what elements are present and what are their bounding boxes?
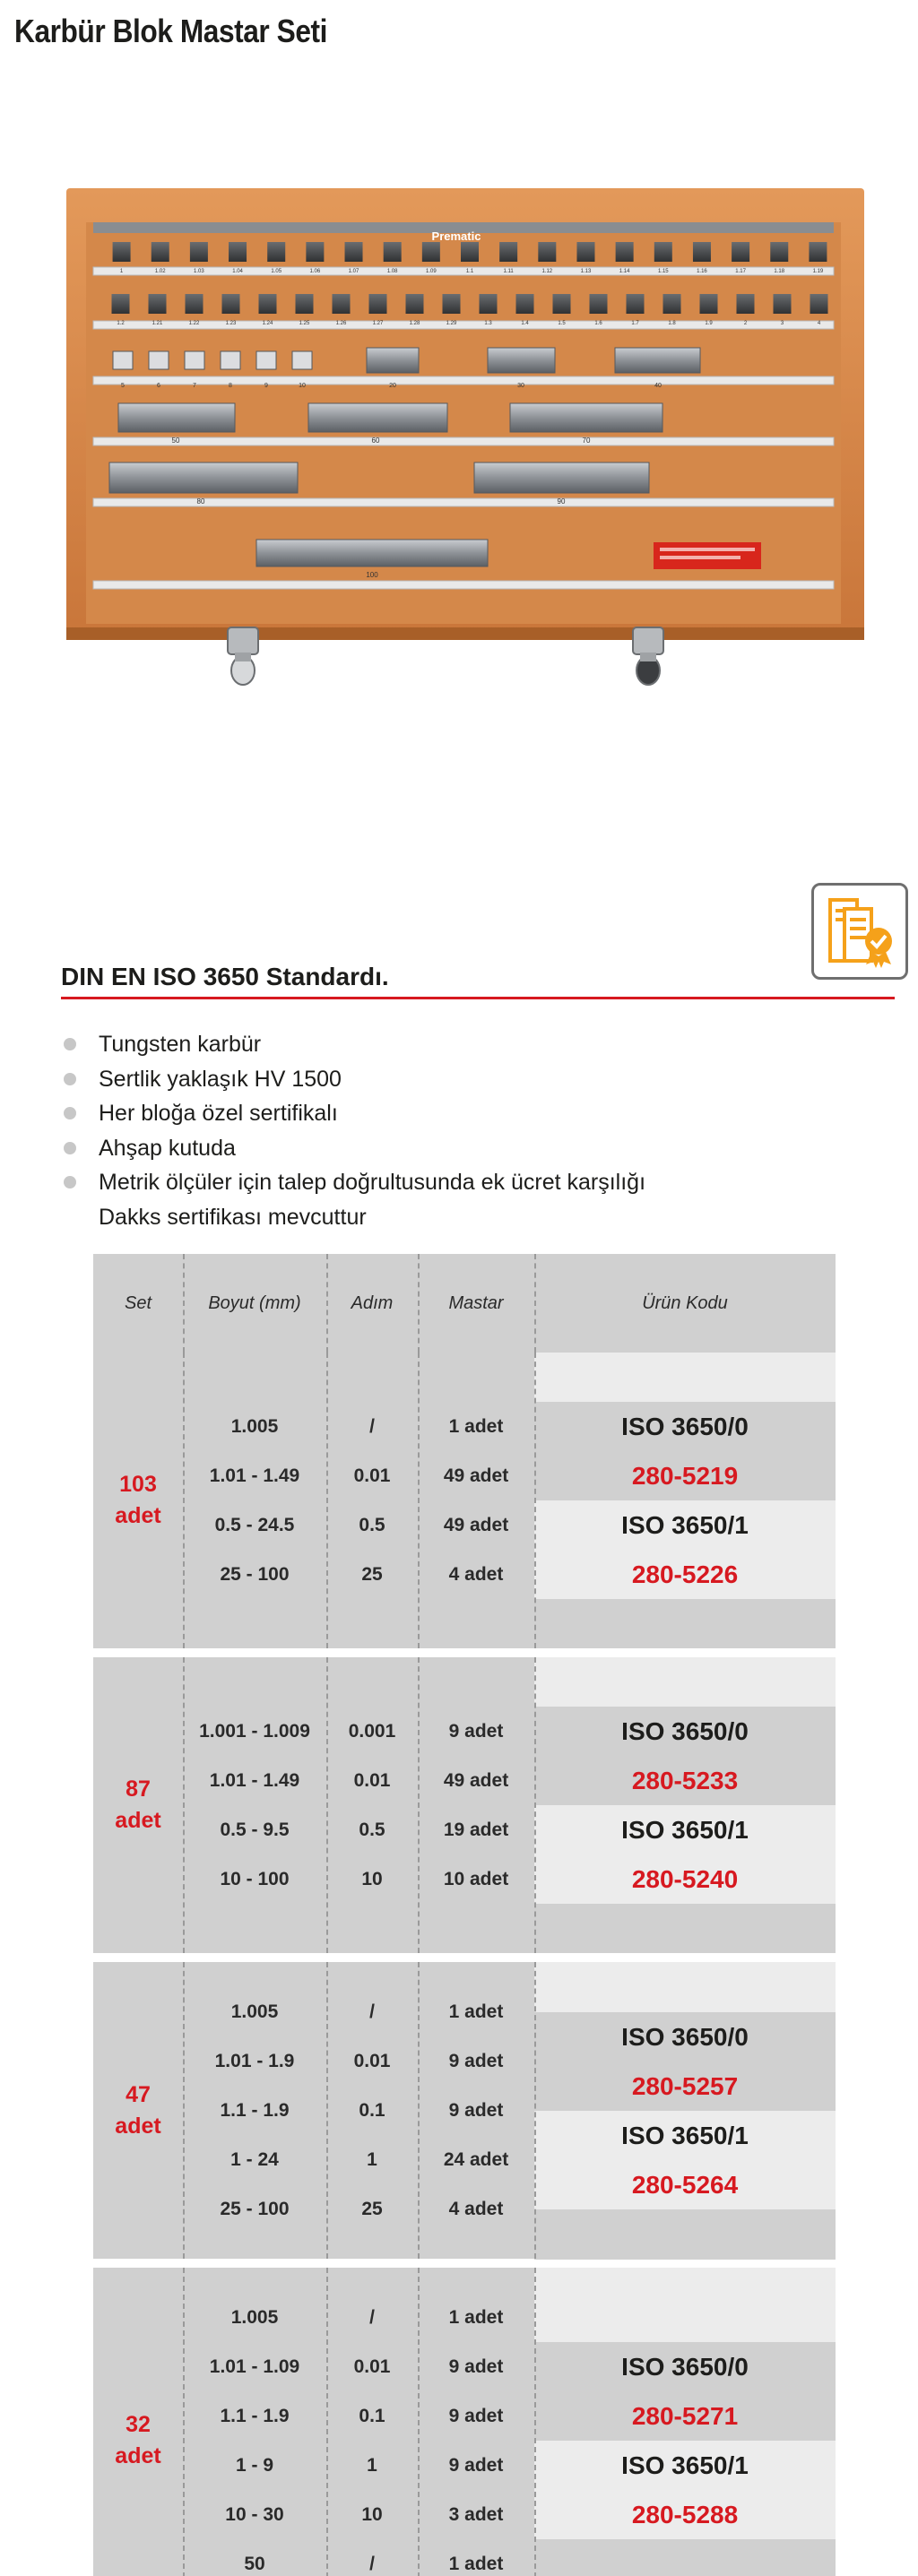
code-spacer [534, 1599, 836, 1648]
gauge-block [422, 242, 440, 262]
gauge-block-label: 1.7 [631, 321, 639, 326]
gauge-block [510, 403, 663, 432]
case-bottom-edge [66, 627, 864, 640]
cell-adim: 25 [361, 2199, 383, 2219]
cell-boyut: 1.001 - 1.009 [199, 1721, 310, 1742]
label-rail [93, 581, 834, 589]
cell-boyut: 0.5 - 24.5 [214, 1515, 295, 1535]
gauge-block-label: 50 [171, 437, 180, 445]
header-mastar: Mastar [448, 1293, 504, 1313]
gauge-block-label: 100 [366, 571, 378, 579]
cell-mastar: 3 adet [448, 2504, 504, 2525]
gauge-block [229, 242, 247, 262]
cell-boyut: 25 - 100 [220, 2199, 290, 2219]
gauge-block-label: 1.21 [152, 321, 163, 326]
gauge-block [732, 242, 749, 262]
cell-mastar: 19 adet [443, 1820, 509, 1840]
gauge-block [553, 294, 571, 314]
gauge-block-label: 6 [157, 383, 160, 389]
gauge-block-label: 5 [121, 383, 125, 389]
iso-standard: ISO 3650/1 [621, 1816, 749, 1844]
cell-boyut: 50 [244, 2554, 265, 2574]
gauge-block-label: 1.4 [521, 321, 529, 326]
gauge-block [296, 294, 314, 314]
cell-mastar: 9 adet [448, 1721, 504, 1742]
gauge-block-label: 10 [299, 383, 306, 389]
gauge-block-label: 7 [193, 383, 196, 389]
cell-mastar: 4 adet [448, 1564, 504, 1585]
gauge-block-label: 1.13 [580, 269, 592, 274]
bullet-icon [64, 1107, 76, 1119]
cell-boyut: 10 - 30 [225, 2504, 284, 2525]
product-iso-row [534, 1402, 836, 1451]
product-iso-row [534, 1805, 836, 1854]
cell-mastar: 1 adet [448, 2307, 504, 2328]
iso-standard: ISO 3650/0 [621, 2353, 749, 2381]
cell-boyut: 1.005 [230, 2307, 279, 2328]
cell-adim: 0.001 [348, 1721, 396, 1742]
gauge-block [576, 242, 594, 262]
gauge-block-label: 1.29 [446, 321, 457, 326]
cell-adim: / [369, 1416, 375, 1437]
gauge-block-label: 9 [264, 383, 268, 389]
feature-item [61, 1131, 645, 1166]
cell-boyut: 1.01 - 1.9 [214, 2051, 295, 2071]
gauge-block [267, 242, 285, 262]
gauge-block-label: 1.19 [812, 269, 824, 274]
set-count-label [93, 1774, 183, 1837]
gauge-block [654, 242, 672, 262]
feature-item [61, 1096, 645, 1131]
gauge-block-label: 20 [389, 383, 396, 389]
cell-mastar: 4 adet [448, 2199, 504, 2219]
standard-heading: DIN EN ISO 3650 Standardı. [61, 963, 389, 990]
product-code: 280-5240 [631, 1865, 739, 1893]
gauge-block-label: 1.11 [503, 269, 514, 274]
gauge-block [590, 294, 608, 314]
set-unit: adet [115, 2113, 161, 2139]
gauge-block [615, 348, 700, 373]
gauge-block [480, 294, 498, 314]
code-spacer [534, 1353, 836, 1402]
product-code: 280-5233 [631, 1767, 739, 1794]
gauge-block-label: 1.26 [335, 321, 347, 326]
set-count-label [93, 2409, 183, 2472]
cell-adim: 0.01 [353, 2356, 391, 2377]
cell-mastar: 9 adet [448, 2356, 504, 2377]
gauge-block-label: 1.09 [425, 269, 437, 274]
iso-standard: ISO 3650/0 [621, 2022, 749, 2051]
cell-mastar: 1 adet [448, 1416, 504, 1437]
product-code-row [534, 1854, 836, 1904]
feature-list [61, 1027, 645, 1234]
gauge-block-label: 4 [817, 321, 821, 326]
product-iso-row [534, 2342, 836, 2391]
code-spacer [534, 2293, 836, 2342]
product-code-row [534, 2391, 836, 2441]
product-iso-row [534, 2111, 836, 2160]
cell-boyut: 0.5 - 9.5 [220, 1820, 290, 1840]
feature-text: Sertlik yaklaşık HV 1500 [99, 1066, 342, 1092]
spec-table [93, 1254, 836, 2576]
gauge-block-label: 1.9 [705, 321, 713, 326]
header-adim: Adım [351, 1293, 394, 1313]
gauge-block [190, 242, 208, 262]
gauge-block [113, 351, 133, 369]
set-count: 32 [126, 2412, 151, 2437]
label-rail [93, 437, 834, 445]
iso-standard: ISO 3650/0 [621, 1413, 749, 1440]
gauge-block-label: 1.04 [232, 269, 243, 274]
gauge-block-label: 1.25 [299, 321, 310, 326]
table-header [93, 1254, 836, 1353]
cell-adim: 0.5 [359, 1515, 385, 1535]
set-block [93, 1962, 836, 2259]
gauge-block-label: 30 [517, 383, 524, 389]
gauge-block-label: 1.05 [271, 269, 282, 274]
gauge-block [118, 403, 235, 432]
cell-boyut: 1.01 - 1.49 [209, 1465, 300, 1486]
gauge-block-label: 1.06 [309, 269, 321, 274]
gauge-block [112, 294, 130, 314]
gauge-block-label: 8 [229, 383, 232, 389]
feature-text: Her bloğa özel sertifikalı [99, 1101, 338, 1126]
gauge-block [700, 294, 718, 314]
certificate-tag-line [660, 556, 740, 559]
cell-adim: 0.1 [359, 2406, 385, 2426]
gauge-block [516, 294, 534, 314]
gauge-block-label: 1.12 [541, 269, 553, 274]
code-filler [534, 2268, 836, 2293]
gauge-block-label: 90 [557, 497, 566, 506]
cell-boyut: 25 - 100 [220, 1564, 290, 1585]
cell-boyut: 10 - 100 [220, 1869, 290, 1889]
gauge-block-label: 1.1 [465, 269, 474, 274]
gauge-block-label: 1.27 [372, 321, 384, 326]
gauge-block [222, 294, 240, 314]
feature-item [61, 1062, 645, 1097]
cell-mastar: 9 adet [448, 2455, 504, 2476]
feature-text: Tungsten karbür [99, 1032, 262, 1057]
gauge-block [306, 242, 324, 262]
set-block [93, 1353, 836, 1648]
product-code-row [534, 1451, 836, 1500]
cell-mastar: 10 adet [443, 1869, 509, 1889]
header-urun-kodu: Ürün Kodu [642, 1293, 728, 1313]
set-unit: adet [115, 1503, 161, 1528]
gauge-block [256, 540, 488, 566]
gauge-block [627, 294, 645, 314]
product-code: 280-5257 [631, 2071, 739, 2100]
gauge-block-label: 1.03 [194, 269, 204, 274]
gauge-block-label: 1.5 [558, 321, 566, 326]
lid-brand: Prematic [431, 229, 481, 243]
gauge-block [308, 403, 447, 432]
gauge-block [474, 462, 649, 493]
set-block [93, 2268, 836, 2576]
gauge-block-label: 1.3 [484, 321, 492, 326]
gauge-block [538, 242, 556, 262]
cell-boyut: 1.005 [230, 2001, 279, 2022]
gauge-block [149, 294, 167, 314]
cell-boyut: 1 - 9 [235, 2455, 274, 2476]
set-count: 47 [126, 2081, 151, 2107]
cell-adim: 0.01 [353, 1465, 391, 1486]
gauge-block [809, 242, 827, 262]
gauge-block-label: 80 [196, 497, 205, 506]
gauge-block [406, 294, 424, 314]
gauge-block-label: 1.15 [657, 269, 669, 274]
gauge-block-label: 1.28 [409, 321, 420, 326]
gauge-block [774, 294, 792, 314]
gauge-block [292, 351, 312, 369]
bullet-icon [64, 1176, 76, 1189]
cell-mastar: 49 adet [443, 1465, 509, 1486]
gauge-block [256, 351, 276, 369]
gauge-block [113, 242, 131, 262]
iso-standard: ISO 3650/1 [621, 2451, 749, 2479]
cell-adim: 0.01 [353, 1770, 391, 1791]
set-unit: adet [115, 1808, 161, 1833]
gauge-block [221, 351, 240, 369]
bullet-icon [64, 1073, 76, 1085]
cell-mastar: 24 adet [443, 2149, 509, 2170]
gauge-block-label: 1 [119, 269, 124, 274]
cell-mastar: 1 adet [448, 2001, 504, 2022]
code-spacer [534, 2209, 836, 2259]
gauge-block [109, 462, 298, 493]
heading-rule [61, 997, 895, 999]
feature-text: Ahşap kutuda [99, 1135, 236, 1161]
label-rail [93, 267, 834, 275]
product-code: 280-5226 [631, 1560, 739, 1588]
cell-adim: / [369, 2554, 375, 2574]
gauge-block-label: 40 [654, 383, 662, 389]
product-code: 280-5219 [631, 1462, 739, 1490]
feature-text: Metrik ölçüler için talep doğrultusunda ek ücret karşılığı [99, 1170, 646, 1195]
set-count-label [93, 2079, 183, 2142]
iso-standard: ISO 3650/0 [621, 1717, 749, 1745]
cell-boyut: 1 - 24 [230, 2149, 279, 2170]
gauge-block [810, 294, 828, 314]
code-spacer [534, 1904, 836, 1953]
certificate-tag-line [660, 548, 755, 551]
set-count: 103 [119, 1472, 157, 1497]
set-unit: adet [115, 2443, 161, 2468]
cell-adim: 1 [367, 2455, 377, 2476]
cell-mastar: 9 adet [448, 2051, 504, 2071]
product-code-row [534, 2062, 836, 2111]
gauge-block [384, 242, 402, 262]
gauge-block-label: 1.02 [154, 269, 166, 274]
set-count-label [93, 1469, 183, 1532]
gauge-block [367, 348, 419, 373]
page-title: Karbür Blok Mastar Seti [14, 13, 328, 49]
cell-mastar: 9 adet [448, 2406, 504, 2426]
product-code: 280-5271 [631, 2402, 739, 2430]
gauge-block-label: 1.14 [619, 269, 630, 274]
set-count: 87 [126, 1776, 151, 1802]
cell-adim: 0.1 [359, 2100, 385, 2121]
cell-boyut: 1.01 - 1.09 [209, 2356, 300, 2377]
product-code-row [534, 1756, 836, 1805]
cell-adim: 0.01 [353, 2051, 391, 2071]
latch-right [633, 627, 663, 685]
product-code: 280-5264 [631, 2170, 739, 2199]
latch-left [228, 627, 258, 685]
gauge-block-label: 1.24 [262, 321, 273, 326]
gauge-block-label: 1.2 [117, 321, 125, 326]
iso-standard: ISO 3650/1 [621, 1511, 749, 1539]
cell-boyut: 1.005 [230, 1416, 279, 1437]
gauge-block [345, 242, 363, 262]
certificate-icon [811, 883, 908, 980]
gauge-block-label: 1.22 [188, 321, 200, 326]
product-code-row [534, 1550, 836, 1599]
bullet-icon [64, 1142, 76, 1154]
gauge-block [186, 294, 204, 314]
gauge-block [663, 294, 681, 314]
cell-adim: / [369, 2001, 375, 2022]
gauge-block [152, 242, 169, 262]
cell-mastar: 49 adet [443, 1770, 509, 1791]
cell-mastar: 49 adet [443, 1515, 509, 1535]
cell-adim: / [369, 2307, 375, 2328]
code-spacer [534, 2539, 836, 2576]
header-set: Set [124, 1293, 152, 1313]
gauge-block-label: 1.07 [348, 269, 359, 274]
gauge-block [185, 351, 204, 369]
gauge-block-label: 1.08 [386, 269, 398, 274]
cell-boyut: 1.1 - 1.9 [220, 2100, 290, 2121]
gauge-block [259, 294, 277, 314]
gauge-block [616, 242, 634, 262]
feature-item [61, 1165, 645, 1234]
cell-adim: 0.5 [359, 1820, 385, 1840]
gauge-block [333, 294, 351, 314]
gauge-block [737, 294, 755, 314]
cell-boyut: 1.1 - 1.9 [220, 2406, 290, 2426]
gauge-block [149, 351, 169, 369]
cell-adim: 25 [361, 1564, 383, 1585]
product-iso-row [534, 2441, 836, 2490]
gauge-block-label: 60 [371, 437, 380, 445]
product-iso-row [534, 1707, 836, 1756]
gauge-block-label: 1.23 [225, 321, 237, 326]
gauge-block [693, 242, 711, 262]
set-block [93, 1657, 836, 1953]
cell-mastar: 1 adet [448, 2554, 504, 2574]
gauge-block-label: 2 [743, 321, 748, 326]
cell-adim: 10 [361, 1869, 383, 1889]
gauge-block [770, 242, 788, 262]
gauge-block-label: 70 [582, 437, 591, 445]
gauge-block [443, 294, 461, 314]
gauge-block [461, 242, 479, 262]
gauge-block-label: 1.18 [774, 269, 785, 274]
product-iso-row [534, 1500, 836, 1550]
feature-text-continued: Dakks sertifikası mevcuttur [99, 1204, 367, 1230]
cell-boyut: 1.01 - 1.49 [209, 1770, 300, 1791]
gauge-block-set-image [66, 188, 864, 699]
feature-item [61, 1027, 645, 1062]
iso-standard: ISO 3650/1 [621, 2121, 749, 2149]
cell-adim: 1 [367, 2149, 377, 2170]
cell-mastar: 9 adet [448, 2100, 504, 2121]
code-filler [534, 2259, 836, 2260]
gauge-block [488, 348, 555, 373]
label-rail [93, 376, 834, 385]
gauge-block [499, 242, 517, 262]
gauge-block-label: 1.16 [697, 269, 707, 274]
code-spacer [534, 1963, 836, 2012]
product-iso-row [534, 2012, 836, 2062]
header-boyut: Boyut (mm) [208, 1293, 301, 1313]
product-code: 280-5288 [631, 2501, 739, 2528]
bullet-icon [64, 1038, 76, 1050]
gauge-block-label: 3 [780, 321, 784, 326]
cell-adim: 10 [361, 2504, 383, 2525]
code-spacer [534, 1657, 836, 1707]
gauge-block-label: 1.6 [594, 321, 602, 326]
label-rail [93, 321, 834, 329]
gauge-block [369, 294, 387, 314]
product-code-row [534, 2160, 836, 2209]
gauge-block-label: 1.8 [668, 321, 676, 326]
product-code-row [534, 2490, 836, 2539]
gauge-block-label: 1.17 [735, 269, 746, 274]
